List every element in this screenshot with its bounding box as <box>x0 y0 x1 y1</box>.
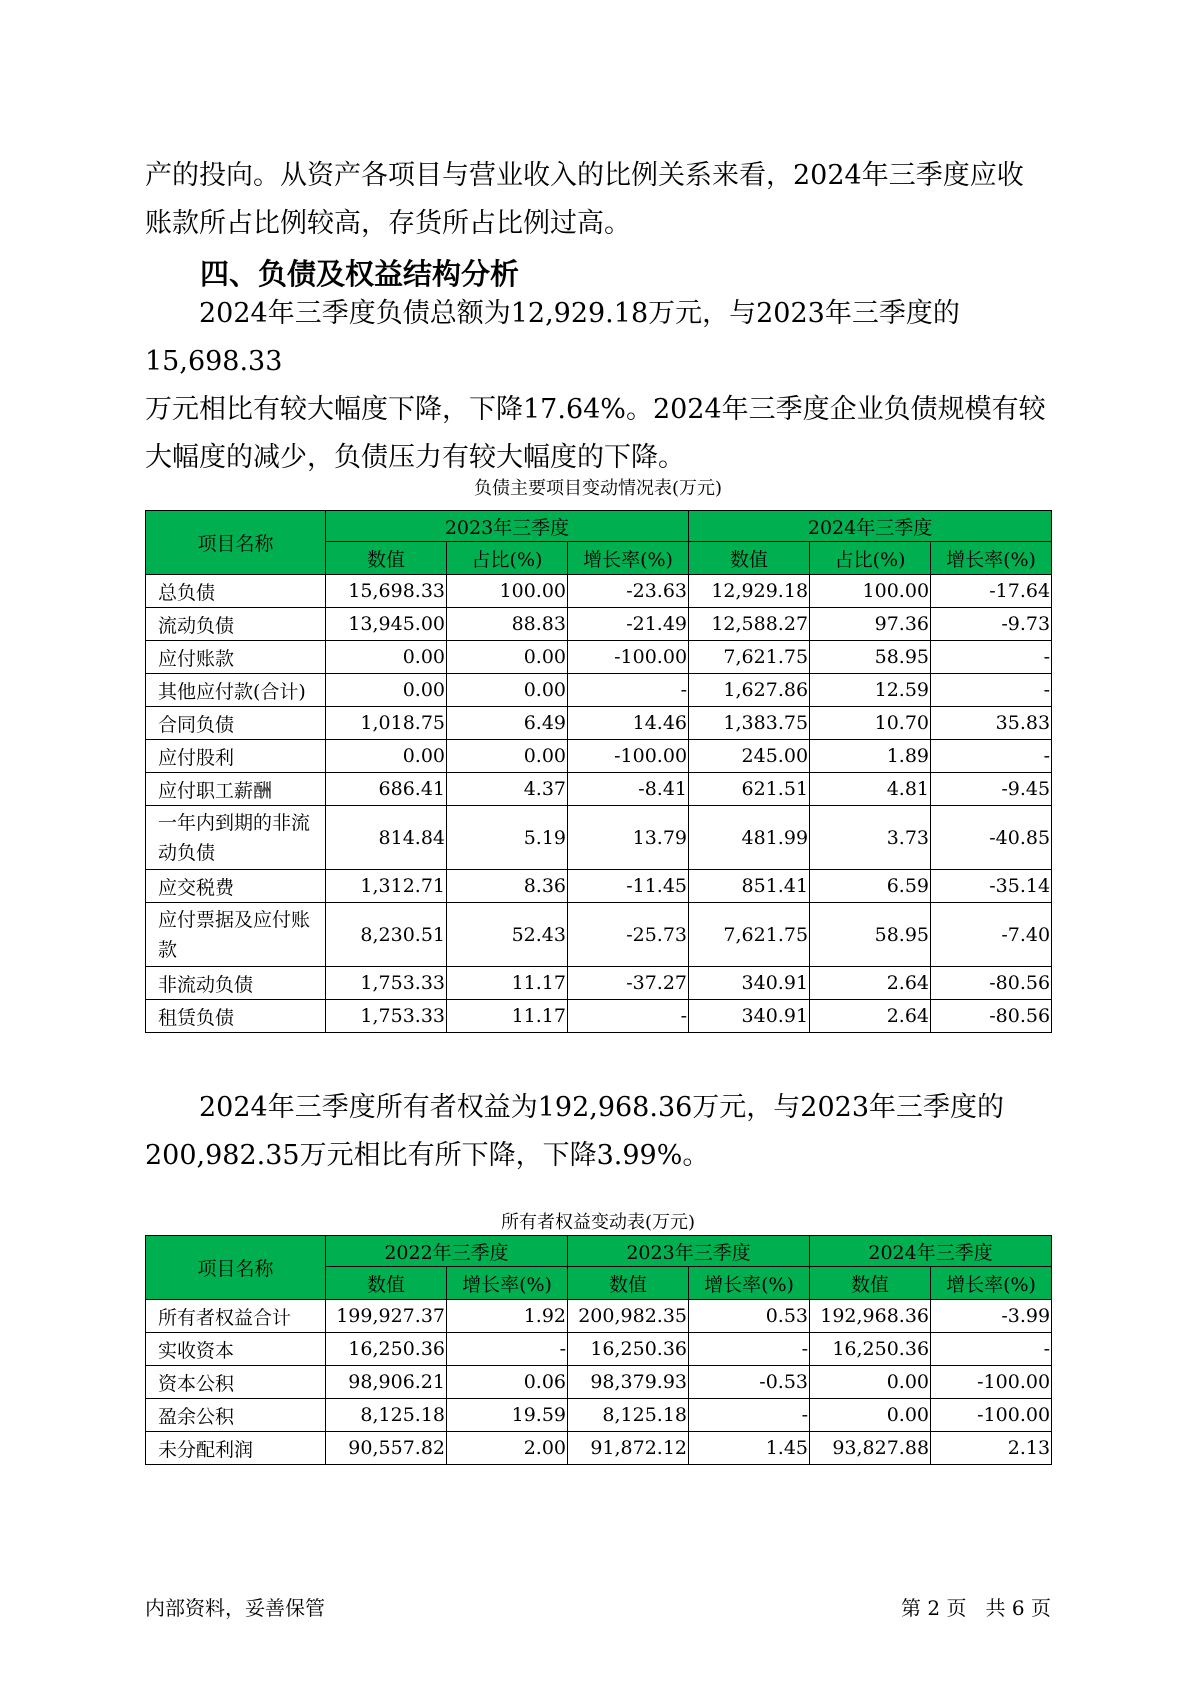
period-header: 2022年三季度 <box>326 1236 568 1267</box>
table-cell: - <box>931 740 1052 773</box>
table-cell: 2.64 <box>810 1000 931 1033</box>
column-header: 增长率(%) <box>931 1267 1052 1300</box>
table-cell: 14.46 <box>568 707 689 740</box>
table-cell: -7.40 <box>931 903 1052 967</box>
item-name-header: 项目名称 <box>146 1236 326 1300</box>
item-name-header: 项目名称 <box>146 511 326 575</box>
table-cell: 0.00 <box>326 674 447 707</box>
table-row <box>146 870 1052 903</box>
table-cell: 15,698.33 <box>326 575 447 608</box>
row-label: 应付账款 <box>146 641 326 674</box>
table-cell: -37.27 <box>568 967 689 1000</box>
table-cell: 90,557.82 <box>326 1432 447 1465</box>
table-row <box>146 707 1052 740</box>
table-cell: - <box>689 1399 810 1432</box>
table-cell: 16,250.36 <box>810 1333 931 1366</box>
table-cell: 7,621.75 <box>689 903 810 967</box>
table-row <box>146 967 1052 1000</box>
table-cell: 1.89 <box>810 740 931 773</box>
table-cell: -21.49 <box>568 608 689 641</box>
table-cell: 0.00 <box>447 740 568 773</box>
period-header: 2023年三季度 <box>326 511 689 542</box>
paragraph-line: 大幅度的减少，负债压力有较大幅度的下降。 <box>145 442 685 473</box>
table-cell: -80.56 <box>931 967 1052 1000</box>
table-cell: 91,872.12 <box>568 1432 689 1465</box>
table-cell: 5.19 <box>447 806 568 870</box>
table-cell: 13,945.00 <box>326 608 447 641</box>
paragraph-asset-conclusion <box>145 152 1075 248</box>
table-cell: 0.00 <box>326 740 447 773</box>
table-cell: 98,906.21 <box>326 1366 447 1399</box>
table-row <box>146 1366 1052 1399</box>
table-cell: 1,383.75 <box>689 707 810 740</box>
table-cell: -17.64 <box>931 575 1052 608</box>
table-cell: 12,588.27 <box>689 608 810 641</box>
table-cell: 851.41 <box>689 870 810 903</box>
column-header: 数值 <box>326 1267 447 1300</box>
table-cell: 12,929.18 <box>689 575 810 608</box>
table-cell: 2.64 <box>810 967 931 1000</box>
table-cell: 0.00 <box>810 1399 931 1432</box>
table-cell: 35.83 <box>931 707 1052 740</box>
row-label: 应付职工薪酬 <box>146 773 326 806</box>
table-cell: - <box>447 1333 568 1366</box>
table-cell: 621.51 <box>689 773 810 806</box>
equity-table <box>145 1235 1052 1465</box>
row-label: 总负债 <box>146 575 326 608</box>
table-cell: 1,753.33 <box>326 1000 447 1033</box>
column-header: 增长率(%) <box>931 542 1052 575</box>
row-label: 其他应付款(合计) <box>146 674 326 707</box>
table-cell: - <box>931 674 1052 707</box>
table-cell: 3.73 <box>810 806 931 870</box>
table-cell: -100.00 <box>568 641 689 674</box>
table-cell: -80.56 <box>931 1000 1052 1033</box>
table-cell: 4.81 <box>810 773 931 806</box>
table-row <box>146 806 1052 870</box>
footer-confidential-note: 内部资料，妥善保管 <box>145 1596 325 1620</box>
period-header: 2023年三季度 <box>568 1236 810 1267</box>
paragraph-line: 2024年三季度所有者权益为192,968.36万元，与2023年三季度的 <box>199 1092 1005 1123</box>
table-cell: 340.91 <box>689 967 810 1000</box>
table-cell: 0.00 <box>810 1366 931 1399</box>
table-cell: 16,250.36 <box>568 1333 689 1366</box>
table-cell: 1,018.75 <box>326 707 447 740</box>
equity-table-caption: 所有者权益变动表(万元) <box>500 1212 696 1233</box>
table-cell: 200,982.35 <box>568 1300 689 1333</box>
column-header: 数值 <box>689 542 810 575</box>
table-row <box>146 773 1052 806</box>
table-cell: 16,250.36 <box>326 1333 447 1366</box>
column-header: 数值 <box>568 1267 689 1300</box>
row-label: 一年内到期的非流动负债 <box>146 806 326 870</box>
table-cell: 11.17 <box>447 1000 568 1033</box>
table-cell: 1,312.71 <box>326 870 447 903</box>
period-header: 2024年三季度 <box>810 1236 1052 1267</box>
column-header: 增长率(%) <box>447 1267 568 1300</box>
table-cell: 11.17 <box>447 967 568 1000</box>
paragraph-liability-summary <box>145 290 1075 482</box>
table-cell: 686.41 <box>326 773 447 806</box>
paragraph-equity-summary <box>145 1084 1075 1180</box>
column-header: 增长率(%) <box>568 542 689 575</box>
table-cell: 1,753.33 <box>326 967 447 1000</box>
table-cell: -9.73 <box>931 608 1052 641</box>
table-cell: -100.00 <box>931 1366 1052 1399</box>
table-cell: 192,968.36 <box>810 1300 931 1333</box>
paragraph-line: 2024年三季度负债总额为12,929.18万元，与2023年三季度的15,698.33 <box>145 298 960 377</box>
table-cell: -9.45 <box>931 773 1052 806</box>
table-cell: 58.95 <box>810 903 931 967</box>
table-cell: - <box>931 1333 1052 1366</box>
table-cell: 8,230.51 <box>326 903 447 967</box>
paragraph-line: 产的投向。从资产各项目与营业收入的比例关系来看，2024年三季度应收 <box>145 160 1024 191</box>
table-row <box>146 903 1052 967</box>
row-label: 流动负债 <box>146 608 326 641</box>
table-cell: 8,125.18 <box>568 1399 689 1432</box>
table-cell: 1.92 <box>447 1300 568 1333</box>
row-label: 应付票据及应付账款 <box>146 903 326 967</box>
table-cell: 245.00 <box>689 740 810 773</box>
table-cell: -40.85 <box>931 806 1052 870</box>
table-cell: 13.79 <box>568 806 689 870</box>
table-cell: 100.00 <box>447 575 568 608</box>
row-label: 所有者权益合计 <box>146 1300 326 1333</box>
table-row <box>146 1000 1052 1033</box>
row-label: 租赁负债 <box>146 1000 326 1033</box>
table-cell: - <box>568 1000 689 1033</box>
table-cell: 481.99 <box>689 806 810 870</box>
table-row <box>146 1333 1052 1366</box>
liability-table <box>145 510 1052 1033</box>
column-header: 数值 <box>810 1267 931 1300</box>
table-cell: 340.91 <box>689 1000 810 1033</box>
liability-table-caption: 负债主要项目变动情况表(万元) <box>473 478 723 499</box>
column-header: 数值 <box>326 542 447 575</box>
table-cell: -23.63 <box>568 575 689 608</box>
table-cell: 97.36 <box>810 608 931 641</box>
table-cell: 98,379.93 <box>568 1366 689 1399</box>
section-heading: 四、负债及权益结构分析 <box>200 257 520 291</box>
table-cell: 10.70 <box>810 707 931 740</box>
table-row <box>146 1300 1052 1333</box>
row-label: 资本公积 <box>146 1366 326 1399</box>
row-label: 合同负债 <box>146 707 326 740</box>
table-cell: 6.49 <box>447 707 568 740</box>
table-row <box>146 641 1052 674</box>
table-cell: - <box>689 1333 810 1366</box>
table-row <box>146 575 1052 608</box>
row-label: 非流动负债 <box>146 967 326 1000</box>
table-cell: 0.00 <box>447 641 568 674</box>
table-cell: 7,621.75 <box>689 641 810 674</box>
table-cell: 2.00 <box>447 1432 568 1465</box>
table-cell: -25.73 <box>568 903 689 967</box>
table-cell: -8.41 <box>568 773 689 806</box>
paragraph-line: 200,982.35万元相比有所下降，下降3.99%。 <box>145 1140 710 1171</box>
table-cell: 1.45 <box>689 1432 810 1465</box>
footer-page-number: 第 2 页 共 6 页 <box>901 1596 1051 1620</box>
table-row <box>146 1432 1052 1465</box>
table-cell: -3.99 <box>931 1300 1052 1333</box>
table-cell: -11.45 <box>568 870 689 903</box>
table-row <box>146 674 1052 707</box>
column-header: 占比(%) <box>447 542 568 575</box>
table-cell: 0.00 <box>447 674 568 707</box>
table-cell: 8.36 <box>447 870 568 903</box>
table-cell: 0.53 <box>689 1300 810 1333</box>
row-label: 盈余公积 <box>146 1399 326 1432</box>
row-label: 应付股利 <box>146 740 326 773</box>
row-label: 实收资本 <box>146 1333 326 1366</box>
table-cell: -35.14 <box>931 870 1052 903</box>
table-cell: 4.37 <box>447 773 568 806</box>
table-cell: 0.06 <box>447 1366 568 1399</box>
column-header: 占比(%) <box>810 542 931 575</box>
table-cell: 58.95 <box>810 641 931 674</box>
period-header: 2024年三季度 <box>689 511 1052 542</box>
table-cell: 0.00 <box>326 641 447 674</box>
table-cell: 6.59 <box>810 870 931 903</box>
table-cell: 100.00 <box>810 575 931 608</box>
table-cell: -0.53 <box>689 1366 810 1399</box>
table-cell: - <box>568 674 689 707</box>
table-cell: 19.59 <box>447 1399 568 1432</box>
table-cell: 1,627.86 <box>689 674 810 707</box>
column-header: 增长率(%) <box>689 1267 810 1300</box>
table-cell: 12.59 <box>810 674 931 707</box>
table-cell: 2.13 <box>931 1432 1052 1465</box>
table-cell: -100.00 <box>568 740 689 773</box>
row-label: 应交税费 <box>146 870 326 903</box>
table-row <box>146 608 1052 641</box>
table-cell: - <box>931 641 1052 674</box>
table-cell: 52.43 <box>447 903 568 967</box>
table-cell: 8,125.18 <box>326 1399 447 1432</box>
table-cell: 814.84 <box>326 806 447 870</box>
paragraph-line: 账款所占比例较高，存货所占比例过高。 <box>145 208 631 239</box>
table-cell: 88.83 <box>447 608 568 641</box>
row-label: 未分配利润 <box>146 1432 326 1465</box>
table-cell: 199,927.37 <box>326 1300 447 1333</box>
table-row <box>146 1399 1052 1432</box>
table-cell: 93,827.88 <box>810 1432 931 1465</box>
paragraph-line: 万元相比有较大幅度下降，下降17.64%。2024年三季度企业负债规模有较 <box>145 394 1046 425</box>
table-row <box>146 740 1052 773</box>
table-cell: -100.00 <box>931 1399 1052 1432</box>
